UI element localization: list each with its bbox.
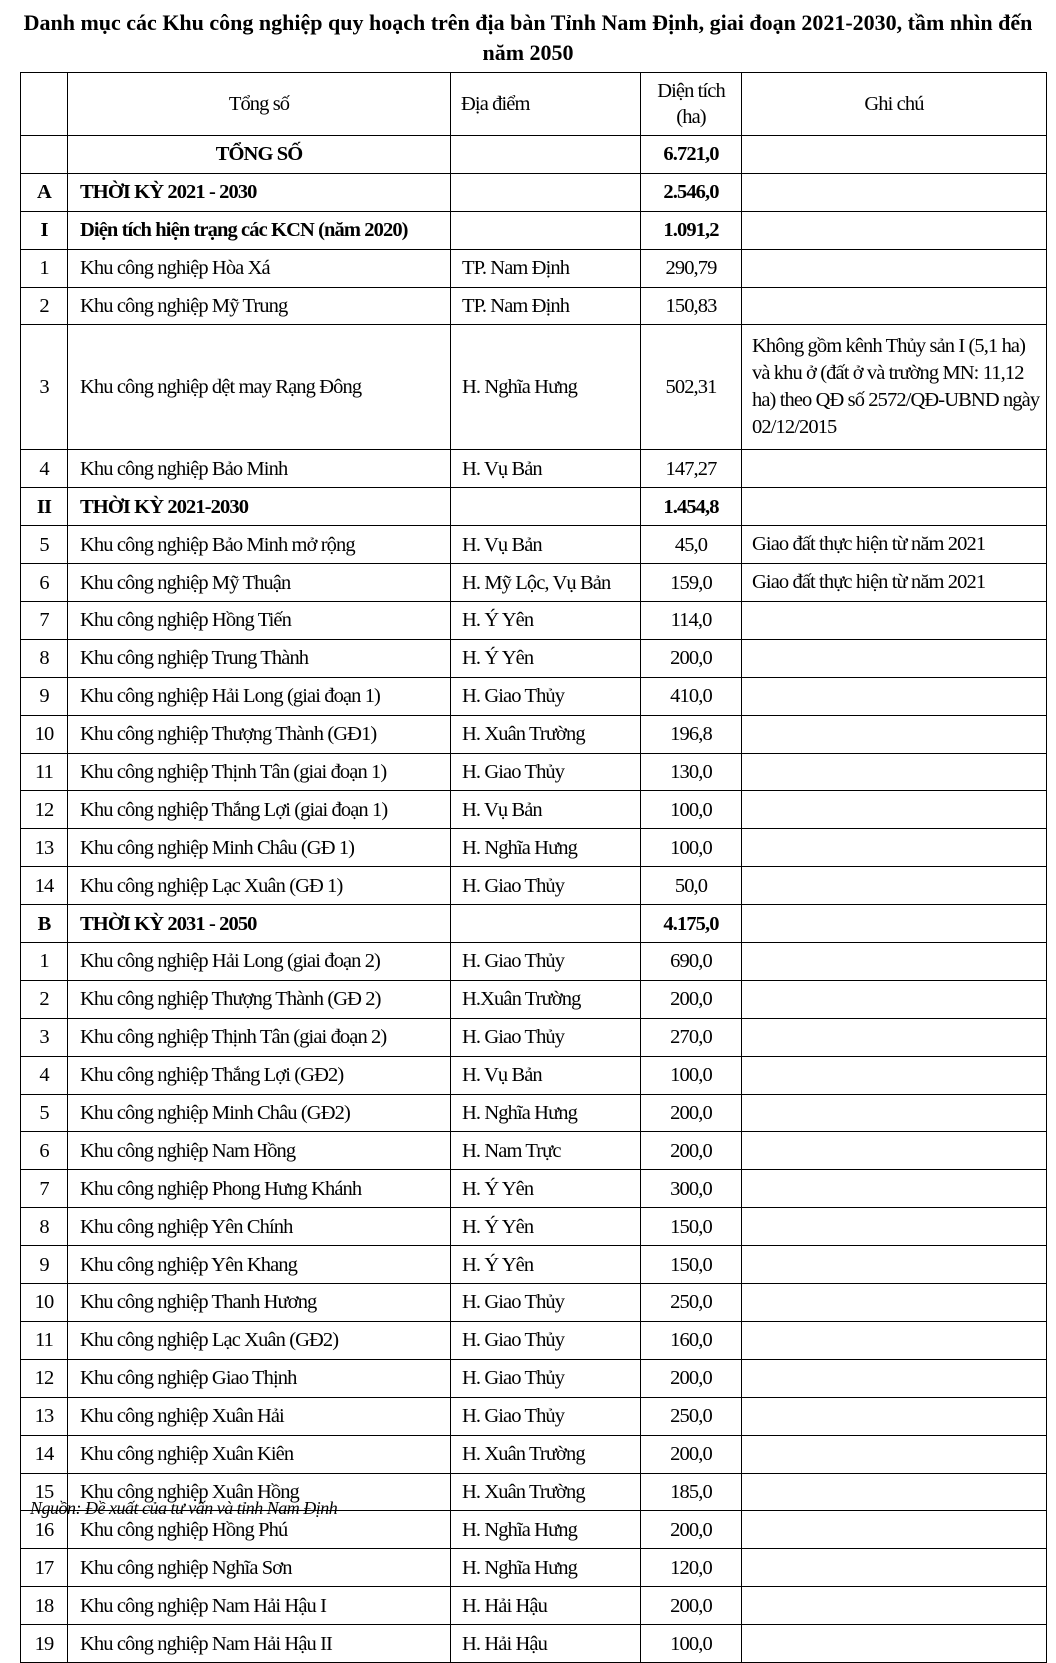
location-cell (451, 136, 641, 174)
table-row (21, 1321, 1047, 1359)
area-cell: 100,0 (641, 1056, 742, 1094)
table-row (21, 1018, 1047, 1056)
table-row (21, 753, 1047, 791)
row-number-cell: 3 (21, 1018, 68, 1056)
note-cell (742, 1435, 1047, 1473)
row-number-cell: 11 (21, 753, 68, 791)
area-cell: 100,0 (641, 791, 742, 829)
location-cell: H. Giao Thủy (451, 1321, 641, 1359)
zone-name-cell: Khu công nghiệp Thanh Hương (68, 1284, 451, 1322)
note-cell (742, 829, 1047, 867)
area-cell: 100,0 (641, 829, 742, 867)
area-cell: 300,0 (641, 1170, 742, 1208)
note-cell (742, 1549, 1047, 1587)
zone-name-cell: THỜI KỲ 2021-2030 (68, 488, 451, 526)
row-number-cell: 1 (21, 943, 68, 981)
note-cell (742, 136, 1047, 174)
area-cell: 4.175,0 (641, 905, 742, 943)
row-number-cell: 1 (21, 249, 68, 287)
zone-name-cell: Khu công nghiệp Thượng Thành (GĐ1) (68, 715, 451, 753)
table-row (21, 677, 1047, 715)
table-row (21, 1094, 1047, 1132)
location-cell: TP. Nam Định (451, 249, 641, 287)
section-row (21, 211, 1047, 249)
location-cell: H. Nghĩa Hưng (451, 829, 641, 867)
area-cell: 1.091,2 (641, 211, 742, 249)
location-cell: H. Nghĩa Hưng (451, 1549, 641, 1587)
table-row (21, 1549, 1047, 1587)
note-cell (742, 1094, 1047, 1132)
note-cell (742, 715, 1047, 753)
row-number-cell: 4 (21, 450, 68, 488)
row-number-cell (21, 136, 68, 174)
row-number-cell: 3 (21, 325, 68, 450)
location-cell: H. Xuân Trường (451, 1473, 641, 1511)
zone-name-cell: Khu công nghiệp Thượng Thành (GĐ 2) (68, 980, 451, 1018)
location-cell: H. Nghĩa Hưng (451, 325, 641, 450)
note-cell: Không gồm kênh Thủy sản I (5,1 ha) và khu ở (đất ở và trường MN: 11,12 ha) theo QĐ số 2572/QĐ-UBND ngày 02/12/2015 (742, 325, 1047, 450)
location-cell: H. Ý Yên (451, 1246, 641, 1284)
section-row (21, 136, 1047, 174)
area-cell: 150,83 (641, 287, 742, 325)
note-cell (742, 211, 1047, 249)
area-cell: 185,0 (641, 1473, 742, 1511)
row-number-cell: 18 (21, 1587, 68, 1625)
table-row (21, 1132, 1047, 1170)
note-cell (742, 791, 1047, 829)
zone-name-cell: Khu công nghiệp Hồng Tiến (68, 602, 451, 640)
row-number-cell: 12 (21, 791, 68, 829)
row-number-cell: 14 (21, 867, 68, 905)
location-cell: H. Giao Thủy (451, 1284, 641, 1322)
row-number-cell: A (21, 173, 68, 211)
location-cell: H. Nam Trực (451, 1132, 641, 1170)
zone-name-cell: Khu công nghiệp Xuân Hải (68, 1397, 451, 1435)
note-cell (742, 867, 1047, 905)
row-number-cell: 16 (21, 1511, 68, 1549)
zone-name-cell: Diện tích hiện trạng các KCN (năm 2020) (68, 211, 451, 249)
table-row (21, 1359, 1047, 1397)
location-cell: H. Vụ Bản (451, 791, 641, 829)
header-no (21, 73, 68, 136)
row-number-cell: 15 (21, 1473, 68, 1511)
header-area (641, 73, 742, 136)
area-cell: 250,0 (641, 1397, 742, 1435)
table-row (21, 943, 1047, 981)
note-cell (742, 905, 1047, 943)
area-cell: 200,0 (641, 980, 742, 1018)
table-row (21, 715, 1047, 753)
zone-name-cell: Khu công nghiệp Nam Hải Hậu I (68, 1587, 451, 1625)
table-row (21, 564, 1047, 602)
note-cell (742, 1018, 1047, 1056)
zone-name-cell: Khu công nghiệp Nam Hải Hậu II (68, 1625, 451, 1663)
note-cell (742, 1625, 1047, 1663)
zone-name-cell: Khu công nghiệp Hồng Phú (68, 1511, 451, 1549)
location-cell: H. Vụ Bản (451, 450, 641, 488)
note-cell (742, 753, 1047, 791)
location-cell: H. Giao Thủy (451, 1397, 641, 1435)
note-cell (742, 1208, 1047, 1246)
area-cell: 502,31 (641, 325, 742, 450)
table-row (21, 287, 1047, 325)
row-number-cell: 13 (21, 1397, 68, 1435)
area-cell: 200,0 (641, 1132, 742, 1170)
area-cell: 147,27 (641, 450, 742, 488)
zone-name-cell: Khu công nghiệp Minh Châu (GĐ 1) (68, 829, 451, 867)
location-cell: H. Ý Yên (451, 1170, 641, 1208)
zone-name-cell: Khu công nghiệp Phong Hưng Khánh (68, 1170, 451, 1208)
location-cell: H. Nghĩa Hưng (451, 1094, 641, 1132)
area-cell: 200,0 (641, 1435, 742, 1473)
note-cell (742, 1511, 1047, 1549)
location-cell (451, 905, 641, 943)
area-cell: 200,0 (641, 1511, 742, 1549)
area-cell: 6.721,0 (641, 136, 742, 174)
table-row (21, 249, 1047, 287)
row-number-cell: II (21, 488, 68, 526)
note-cell (742, 1473, 1047, 1511)
row-number-cell: 6 (21, 1132, 68, 1170)
note-cell (742, 1587, 1047, 1625)
note-cell (742, 1284, 1047, 1322)
row-number-cell: 14 (21, 1435, 68, 1473)
zone-name-cell: Khu công nghiệp Hải Long (giai đoạn 2) (68, 943, 451, 981)
table-row (21, 1284, 1047, 1322)
note-cell (742, 173, 1047, 211)
row-number-cell: 13 (21, 829, 68, 867)
row-number-cell: 12 (21, 1359, 68, 1397)
location-cell: H. Hải Hậu (451, 1625, 641, 1663)
page-title: Danh mục các Khu công nghiệp quy hoạch trên địa bàn Tỉnh Nam Định, giai đoạn 2021-2030, tầm nhìn đến năm 2050 (23, 10, 1033, 65)
row-number-cell: 5 (21, 1094, 68, 1132)
area-cell: 159,0 (641, 564, 742, 602)
location-cell: H. Nghĩa Hưng (451, 1511, 641, 1549)
note-cell (742, 1056, 1047, 1094)
row-number-cell: 2 (21, 287, 68, 325)
row-number-cell: 5 (21, 526, 68, 564)
table-row (21, 602, 1047, 640)
zone-name-cell: THỜI KỲ 2021 - 2030 (68, 173, 451, 211)
location-cell: H. Hải Hậu (451, 1587, 641, 1625)
zone-name-cell: Khu công nghiệp Trung Thành (68, 639, 451, 677)
table-row (21, 980, 1047, 1018)
row-number-cell: 8 (21, 639, 68, 677)
zone-name-cell: Khu công nghiệp Xuân Hồng (68, 1473, 451, 1511)
location-cell: H. Xuân Trường (451, 715, 641, 753)
zone-name-cell: Khu công nghiệp Bảo Minh mở rộng (68, 526, 451, 564)
section-row (21, 488, 1047, 526)
header-area-label: Diện tích (ha) (657, 80, 725, 128)
row-number-cell: 10 (21, 715, 68, 753)
location-cell: H. Giao Thủy (451, 943, 641, 981)
zone-name-cell: Khu công nghiệp Thịnh Tân (giai đoạn 1) (68, 753, 451, 791)
table-header-row (21, 73, 1047, 136)
area-cell: 200,0 (641, 1587, 742, 1625)
table-row (21, 1170, 1047, 1208)
row-number-cell: 11 (21, 1321, 68, 1359)
note-cell (742, 1132, 1047, 1170)
zone-name-cell: Khu công nghiệp Nam Hồng (68, 1132, 451, 1170)
zone-name-cell: Khu công nghiệp Hải Long (giai đoạn 1) (68, 677, 451, 715)
table-row (21, 639, 1047, 677)
note-cell: Giao đất thực hiện từ năm 2021 (742, 526, 1047, 564)
location-cell: H.Xuân Trường (451, 980, 641, 1018)
row-number-cell: 8 (21, 1208, 68, 1246)
table-row (21, 1056, 1047, 1094)
table-row (21, 450, 1047, 488)
note-cell (742, 287, 1047, 325)
row-number-cell: 17 (21, 1549, 68, 1587)
row-number-cell: 9 (21, 677, 68, 715)
note-cell (742, 677, 1047, 715)
note-cell (742, 488, 1047, 526)
table-row (21, 791, 1047, 829)
table-row (21, 1587, 1047, 1625)
area-cell: 200,0 (641, 1359, 742, 1397)
zone-name-cell: Khu công nghiệp Nghĩa Sơn (68, 1549, 451, 1587)
area-cell: 150,0 (641, 1208, 742, 1246)
row-number-cell: 9 (21, 1246, 68, 1284)
zone-name-cell: Khu công nghiệp Thịnh Tân (giai đoạn 2) (68, 1018, 451, 1056)
row-number-cell: 19 (21, 1625, 68, 1663)
section-row (21, 173, 1047, 211)
zone-name-cell: Khu công nghiệp Lạc Xuân (GĐ2) (68, 1321, 451, 1359)
note-cell (742, 602, 1047, 640)
row-number-cell: I (21, 211, 68, 249)
area-cell: 45,0 (641, 526, 742, 564)
zone-name-cell: TỔNG SỐ (68, 136, 451, 174)
area-cell: 2.546,0 (641, 173, 742, 211)
area-cell: 270,0 (641, 1018, 742, 1056)
location-cell: H. Vụ Bản (451, 526, 641, 564)
area-cell: 120,0 (641, 1549, 742, 1587)
row-number-cell: 4 (21, 1056, 68, 1094)
table-row (21, 1625, 1047, 1663)
zone-name-cell: Khu công nghiệp Xuân Kiên (68, 1435, 451, 1473)
row-number-cell: 7 (21, 1170, 68, 1208)
note-cell (742, 1321, 1047, 1359)
location-cell: H. Xuân Trường (451, 1435, 641, 1473)
area-cell: 250,0 (641, 1284, 742, 1322)
row-number-cell: 10 (21, 1284, 68, 1322)
zone-name-cell: Khu công nghiệp Bảo Minh (68, 450, 451, 488)
table-row (21, 526, 1047, 564)
location-cell (451, 173, 641, 211)
location-cell: H. Giao Thủy (451, 867, 641, 905)
row-number-cell: 2 (21, 980, 68, 1018)
note-cell (742, 1397, 1047, 1435)
note-cell (742, 1246, 1047, 1284)
area-cell: 196,8 (641, 715, 742, 753)
area-cell: 50,0 (641, 867, 742, 905)
note-cell: Giao đất thực hiện từ năm 2021 (742, 564, 1047, 602)
area-cell: 130,0 (641, 753, 742, 791)
table-row (21, 1397, 1047, 1435)
zone-name-cell: Khu công nghiệp Yên Khang (68, 1246, 451, 1284)
industrial-zones-table (20, 72, 1047, 1663)
note-cell (742, 943, 1047, 981)
location-cell (451, 488, 641, 526)
note-cell (742, 1170, 1047, 1208)
table-row (21, 1435, 1047, 1473)
table-row (21, 1208, 1047, 1246)
note-cell (742, 450, 1047, 488)
source-note: Nguồn: Đề xuất của tư vấn và tỉnh Nam Định (30, 1498, 338, 1518)
location-cell: H. Giao Thủy (451, 753, 641, 791)
zone-name-cell: Khu công nghiệp Minh Châu (GĐ2) (68, 1094, 451, 1132)
zone-name-cell: Khu công nghiệp Thắng Lợi (giai đoạn 1) (68, 791, 451, 829)
header-note: Ghi chú (742, 73, 1047, 136)
location-cell: H. Ý Yên (451, 639, 641, 677)
header-name: Tổng số (68, 73, 451, 136)
area-cell: 150,0 (641, 1246, 742, 1284)
location-cell: H. Giao Thủy (451, 677, 641, 715)
zone-name-cell: Khu công nghiệp Lạc Xuân (GĐ 1) (68, 867, 451, 905)
location-cell: H. Ý Yên (451, 1208, 641, 1246)
area-cell: 690,0 (641, 943, 742, 981)
row-number-cell: 7 (21, 602, 68, 640)
table-row (21, 867, 1047, 905)
area-cell: 200,0 (641, 639, 742, 677)
location-cell: H. Mỹ Lộc, Vụ Bản (451, 564, 641, 602)
location-cell: TP. Nam Định (451, 287, 641, 325)
table-row (21, 829, 1047, 867)
zone-name-cell: Khu công nghiệp Hòa Xá (68, 249, 451, 287)
zone-name-cell: Khu công nghiệp Giao Thịnh (68, 1359, 451, 1397)
location-cell: H. Giao Thủy (451, 1018, 641, 1056)
area-cell: 290,79 (641, 249, 742, 287)
location-cell (451, 211, 641, 249)
note-cell (742, 1359, 1047, 1397)
area-cell: 114,0 (641, 602, 742, 640)
zone-name-cell: Khu công nghiệp Yên Chính (68, 1208, 451, 1246)
row-number-cell: 6 (21, 564, 68, 602)
zone-name-cell: Khu công nghiệp dệt may Rạng Đông (68, 325, 451, 450)
area-cell: 1.454,8 (641, 488, 742, 526)
zone-name-cell: Khu công nghiệp Mỹ Thuận (68, 564, 451, 602)
header-place: Địa điểm (451, 73, 641, 136)
area-cell: 410,0 (641, 677, 742, 715)
note-cell (742, 639, 1047, 677)
area-cell: 160,0 (641, 1321, 742, 1359)
row-number-cell: B (21, 905, 68, 943)
location-cell: H. Ý Yên (451, 602, 641, 640)
note-cell (742, 980, 1047, 1018)
note-cell (742, 249, 1047, 287)
area-cell: 100,0 (641, 1625, 742, 1663)
area-cell: 200,0 (641, 1094, 742, 1132)
section-row (21, 905, 1047, 943)
table-row (21, 325, 1047, 450)
location-cell: H. Vụ Bản (451, 1056, 641, 1094)
zone-name-cell: Khu công nghiệp Thắng Lợi (GĐ2) (68, 1056, 451, 1094)
zone-name-cell: Khu công nghiệp Mỹ Trung (68, 287, 451, 325)
table-row (21, 1246, 1047, 1284)
zone-name-cell: THỜI KỲ 2031 - 2050 (68, 905, 451, 943)
location-cell: H. Giao Thủy (451, 1359, 641, 1397)
